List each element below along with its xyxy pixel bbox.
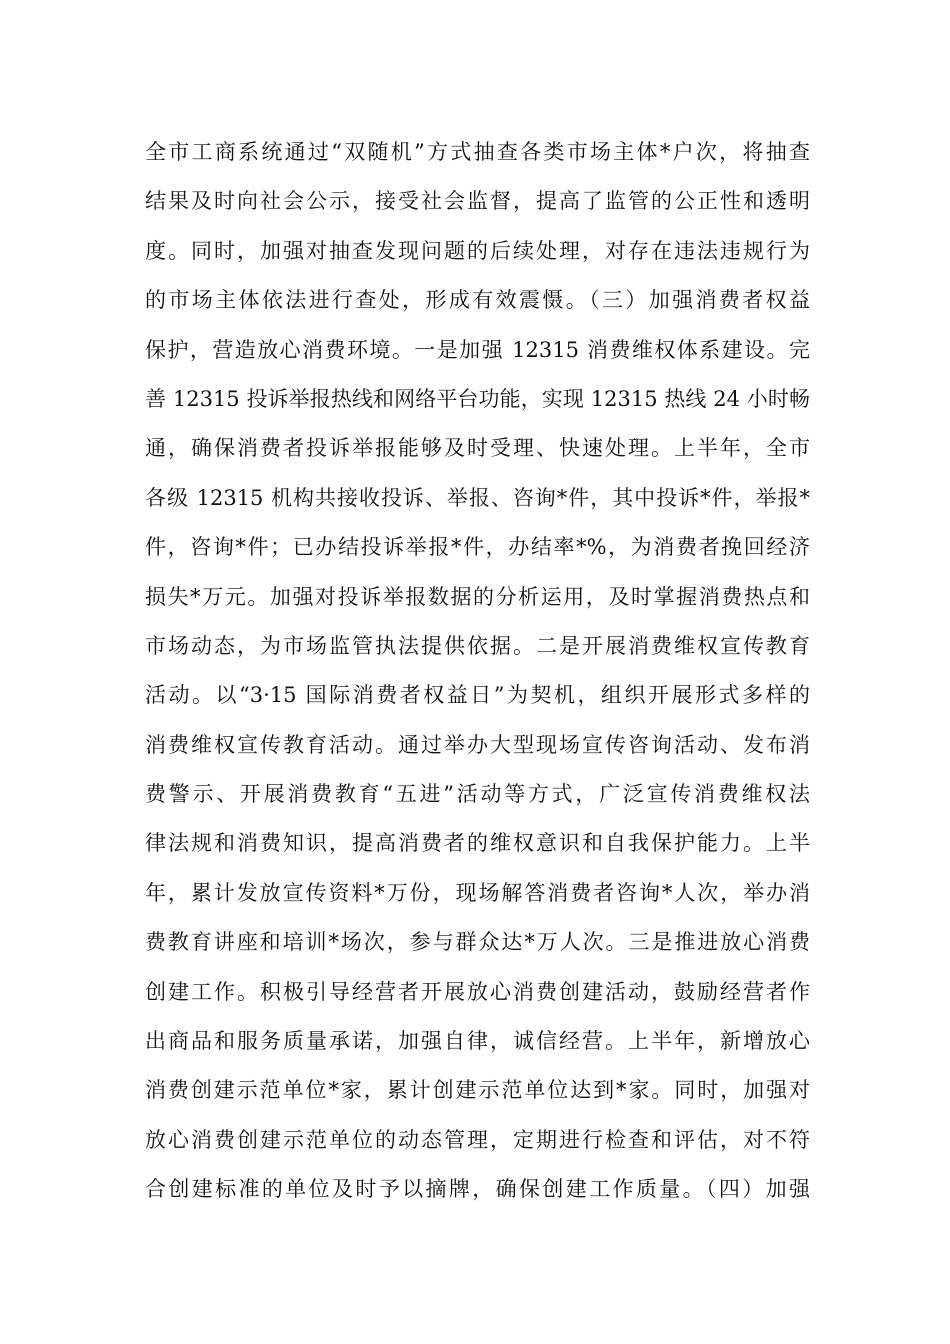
text-line: 律法规和消费知识，提高消费者的维权意识和自我保护能力。上半: [145, 831, 810, 856]
text-line: 创建工作。积极引导经营者开展放心消费创建活动，鼓励经营者作: [145, 979, 810, 1004]
text-line: 消费维权宣传教育活动。通过举办大型现场宣传咨询活动、发布消: [145, 732, 810, 757]
text-line: 善 12315 投诉举报热线和网络平台功能，实现 12315 热线 24 小时畅: [145, 386, 810, 411]
body-text: [145, 128, 810, 1215]
text-line: 放心消费创建示范单位的动态管理，定期进行检查和评估，对不符: [145, 1127, 810, 1152]
text-line: 市场动态，为市场监管执法提供依据。二是开展消费维权宣传教育: [145, 633, 810, 658]
text-line: 合创建标准的单位及时予以摘牌，确保创建工作质量。（四）加强: [145, 1177, 810, 1202]
text-line: 各级 12315 机构共接收投诉、举报、咨询*件，其中投诉*件，举报*: [145, 485, 810, 510]
text-line: 通，确保消费者投诉举报能够及时受理、快速处理。上半年，全市: [145, 436, 810, 461]
text-line: 费警示、开展消费教育“五进”活动等方式，广泛宣传消费维权法: [145, 782, 810, 807]
text-line: 件，咨询*件；已办结投诉举报*件，办结率*%，为消费者挽回经济: [145, 535, 810, 560]
text-line: 度。同时，加强对抽查发现问题的后续处理，对存在违法违规行为: [145, 238, 810, 263]
text-line: 全市工商系统通过“双随机”方式抽查各类市场主体*户次，将抽查: [145, 140, 810, 164]
text-line: 活动。以“3·15 国际消费者权益日”为契机，组织开展形式多样的: [145, 683, 810, 708]
text-line: 损失*万元。加强对投诉举报数据的分析运用，及时掌握消费热点和: [145, 584, 810, 609]
text-line: 的市场主体依法进行查处，形成有效震慑。（三）加强消费者权益: [145, 288, 810, 313]
text-line: 出商品和服务质量承诺，加强自律，诚信经营。上半年，新增放心: [145, 1029, 810, 1054]
text-line: 消费创建示范单位*家，累计创建示范单位达到*家。同时，加强对: [145, 1078, 810, 1103]
text-line: 保护，营造放心消费环境。一是加强 12315 消费维权体系建设。完: [145, 337, 810, 362]
text-line: 结果及时向社会公示，接受社会监督，提高了监管的公正性和透明: [145, 189, 810, 214]
text-line: 年，累计发放宣传资料*万份，现场解答消费者咨询*人次，举办消: [145, 880, 810, 905]
text-line: 费教育讲座和培训*场次，参与群众达*万人次。三是推进放心消费: [145, 930, 810, 955]
